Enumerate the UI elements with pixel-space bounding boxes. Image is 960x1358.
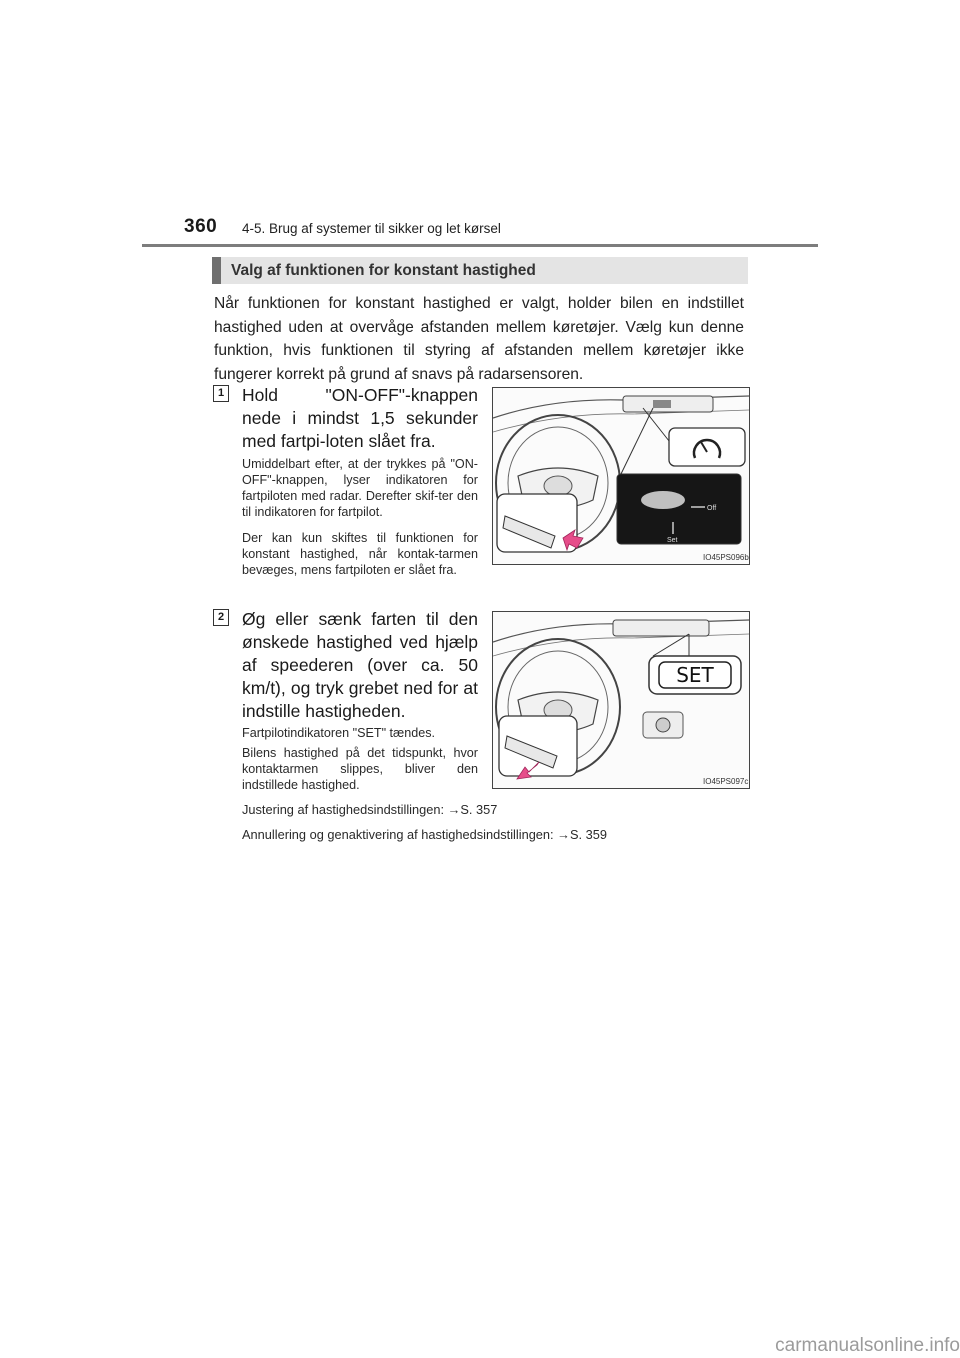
- page-number: 360: [184, 216, 218, 237]
- figure-1-label-set: Set: [667, 537, 678, 544]
- figure-1-dashboard-illustration: [492, 387, 750, 565]
- section-heading: Valg af funktionen for konstant hastighed: [212, 257, 748, 284]
- step-2-note-2: Bilens hastighed på det tidspunkt, hvor kontaktarmen slippes, bliver den indstillede hastighed.: [242, 746, 478, 792]
- watermark: carmanualsonline.info: [775, 1335, 960, 1356]
- intro-paragraph: Når funktionen for konstant hastighed er valgt, holder bilen en indstillet hastighed uden at overvåge afstanden mellem køretøjer. Vælg kun denne funktion, hvis funktionen til styring af afstanden mellem køretøjer ikke fungerer korrekt på grund af snavs på radarsensoren.: [214, 295, 744, 384]
- reference-adjust-target[interactable]: S. 357: [460, 802, 498, 817]
- figure-2-code: IO45PS097c: [703, 777, 749, 786]
- step-2-note-1: Fartpilotindikatoren "SET" tændes.: [242, 726, 436, 740]
- arrow-right-icon: →: [447, 802, 461, 817]
- step-number-2: 2: [213, 609, 229, 626]
- header-section-title: 4-5. Brug af systemer til sikker og let kørsel: [242, 221, 501, 236]
- figure-2-set-indicator: SET: [676, 663, 714, 687]
- figure-1-label-off: Off: [707, 505, 717, 512]
- header-divider: [142, 244, 818, 247]
- step-number-1: 1: [213, 385, 229, 402]
- figure-2-dashboard-illustration: [492, 611, 750, 789]
- figure-1-code: IO45PS096b: [703, 553, 749, 562]
- reference-cancel-text: Annullering og genaktivering af hastighedsindstillingen:: [242, 827, 558, 842]
- reference-cancel-resume: [242, 827, 607, 842]
- reference-adjust-speed: [242, 802, 497, 817]
- arrow-right-icon: →: [557, 827, 570, 842]
- step-1-note-1: Umiddelbart efter, at der trykkes på "ON-OFF"-knappen, lyser indikatoren for fartpiloten med radar. Derefter skif-ter den til indikatoren for fartpilot.: [242, 457, 478, 519]
- reference-adjust-text: Justering af hastighedsindstillingen:: [242, 802, 448, 817]
- step-1-text: Hold "ON-OFF"-knappen nede i mindst 1,5 sekunder med fartpi-loten slået fra.: [242, 385, 478, 451]
- step-2-text: Øg eller sænk farten til den ønskede hastighed ved hjælp af speederen (over ca. 50 km/t), og tryk grebet ned for at indstille hastigheden.: [242, 609, 478, 721]
- step-1-note-2: Der kan kun skiftes til funktionen for konstant hastighed, når kontak-tarmen bevæges, mens fartpiloten er slået fra.: [242, 531, 478, 577]
- reference-cancel-target[interactable]: S. 359: [569, 827, 607, 842]
